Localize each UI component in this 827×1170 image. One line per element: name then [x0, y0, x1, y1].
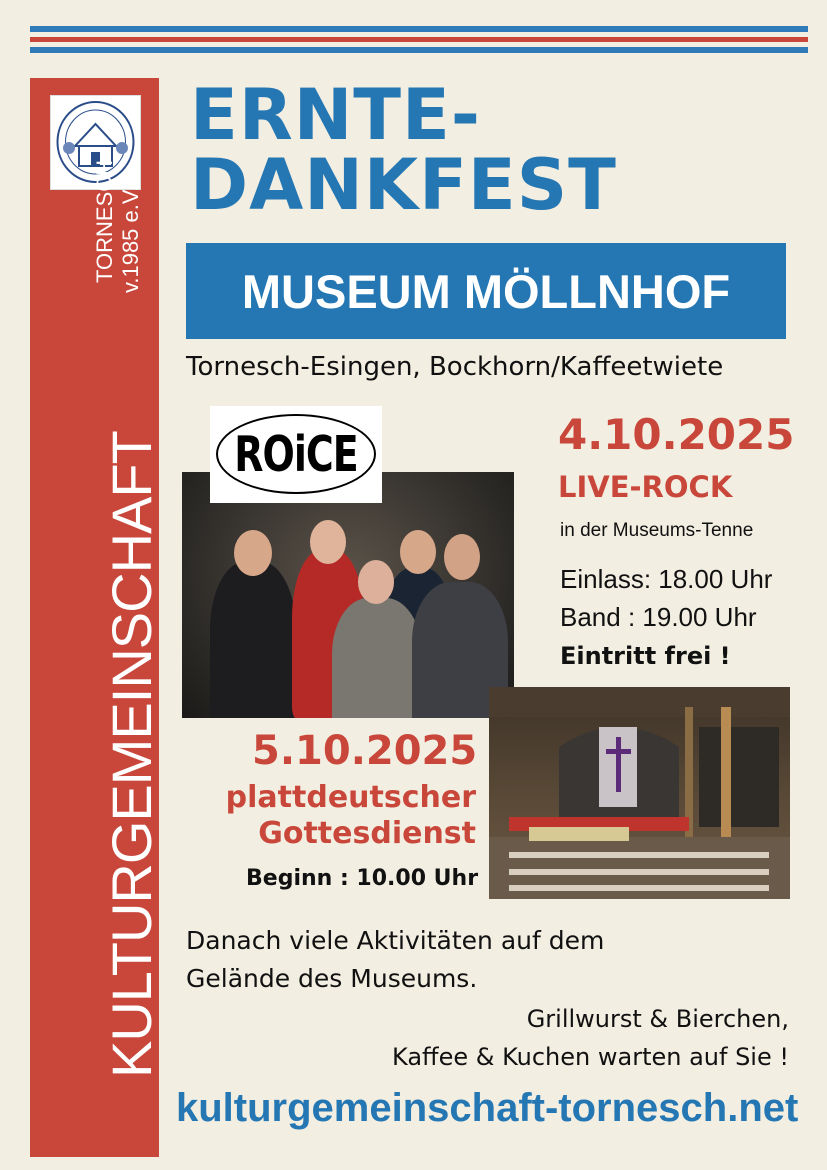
- page-title: [190, 74, 617, 226]
- food-line-1: Grillwurst & Bierchen,: [526, 1005, 789, 1033]
- band-name: ROiCE: [234, 425, 358, 483]
- event1-date: 4.10.2025: [558, 410, 795, 459]
- museum-name: MUSEUM MÖLLNHOF: [241, 264, 731, 318]
- activities-line-1: Danach viele Aktivitäten auf dem: [186, 926, 605, 955]
- event2-title: [212, 780, 476, 852]
- event1-einlass: Einlass: 18.00 Uhr: [560, 564, 773, 594]
- food-line-2: Kaffee & Kuchen warten auf Sie !: [392, 1043, 789, 1071]
- band-photo: [182, 472, 514, 718]
- location-text: Tornesch-Esingen, Bockhorn/Kaffeetwiete: [186, 352, 724, 382]
- top-stripe-red: [30, 37, 808, 42]
- website-url[interactable]: kulturgemeinschaft-tornesch.net: [176, 1086, 799, 1130]
- sidebar-subtext-founded: v.1985 e.V.: [118, 185, 143, 293]
- sidebar-main-text: KULTURGEMEINSCHAFT: [100, 431, 163, 1078]
- top-stripe-blue-1: [30, 26, 808, 32]
- top-stripe-blue-2: [30, 47, 808, 53]
- church-photo: [489, 687, 790, 899]
- title-line-2: DANKFEST: [190, 144, 617, 226]
- event1-eintritt: Eintritt frei !: [560, 642, 731, 670]
- event2-title-line-1: plattdeutscher: [225, 780, 476, 815]
- event2-beginn: Beginn : 10.00 Uhr: [246, 866, 479, 891]
- event1-venue: in der Museums-Tenne: [560, 520, 754, 541]
- museum-banner: [186, 243, 786, 339]
- food-text: [392, 1000, 789, 1076]
- event2-title-line-2: Gottesdienst: [258, 816, 476, 851]
- title-line-1: ERNTE-: [190, 74, 481, 156]
- sidebar-banner: [30, 78, 163, 1157]
- event2-date: 5.10.2025: [252, 728, 478, 774]
- activities-line-2: Gelände des Museums.: [186, 964, 478, 993]
- activities-text: [186, 922, 604, 998]
- event1-band-time: Band : 19.00 Uhr: [560, 602, 757, 632]
- event1-title: LIVE-ROCK: [558, 470, 733, 504]
- band-logo: [210, 406, 382, 503]
- sidebar-subtext-town: TORNESCH: [92, 159, 117, 283]
